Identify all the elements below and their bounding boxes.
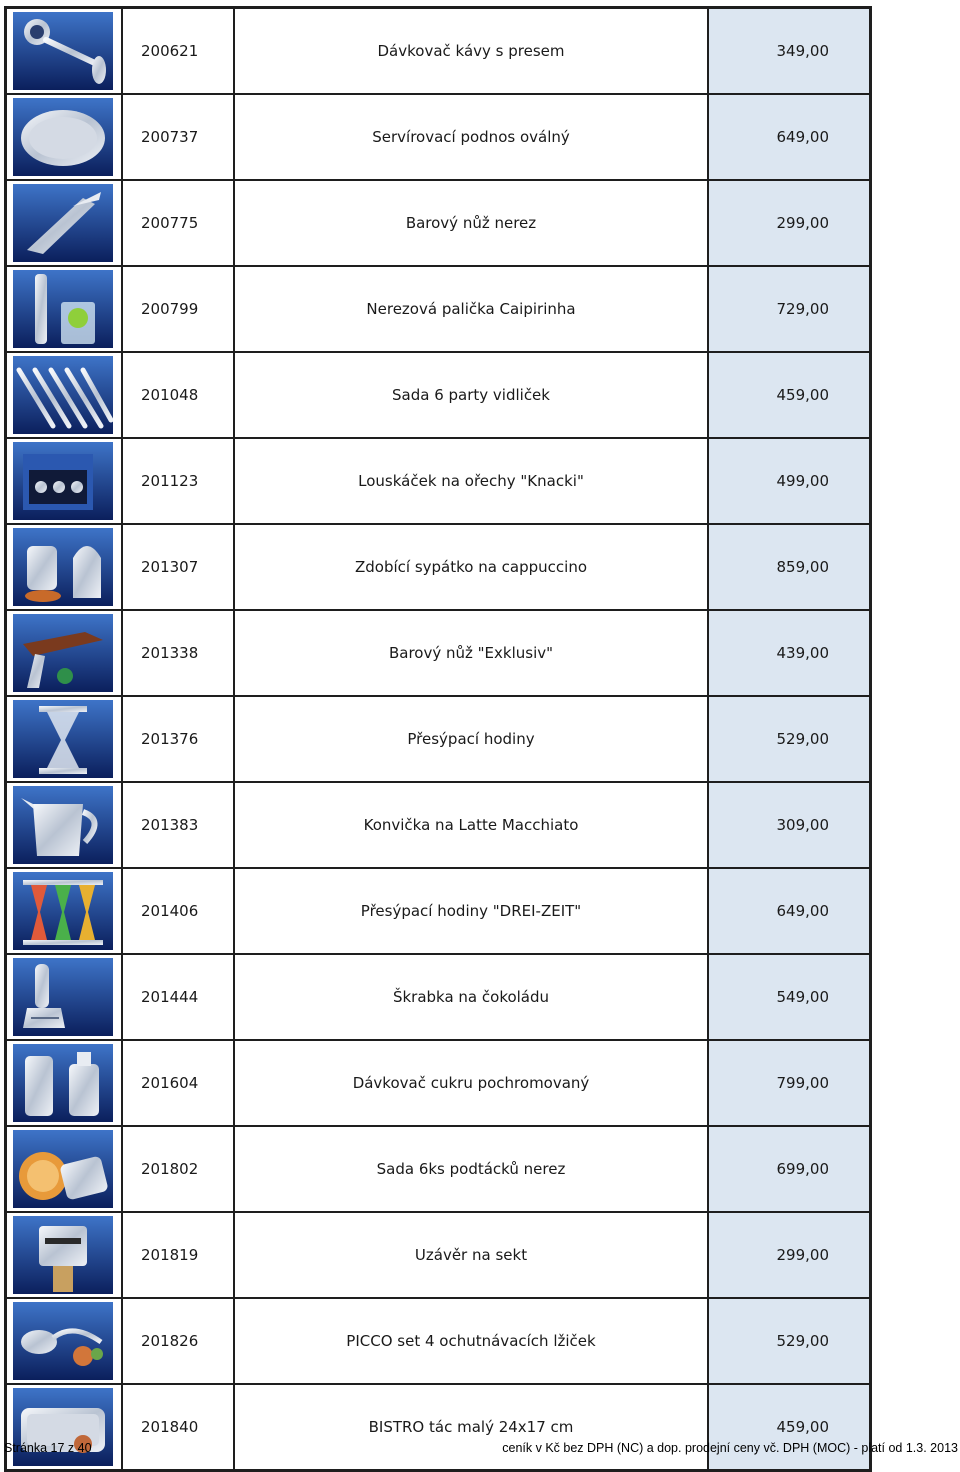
product-code: 200775 (122, 180, 234, 266)
product-name: Zdobící sypátko na cappuccino (234, 524, 708, 610)
product-code: 201406 (122, 868, 234, 954)
price-list-table (4, 6, 872, 1472)
product-name: Uzávěr na sekt (234, 1212, 708, 1298)
product-code: 201802 (122, 1126, 234, 1212)
party-forks-icon (13, 356, 113, 434)
product-code: 201604 (122, 1040, 234, 1126)
product-price: 649,00 (708, 868, 871, 954)
bar-knife-icon (13, 184, 113, 262)
product-code: 201444 (122, 954, 234, 1040)
triple-hourglass-icon (13, 872, 113, 950)
corkscrew-icon (13, 614, 113, 692)
tasting-spoons-icon (13, 1302, 113, 1380)
table-row (6, 1212, 871, 1298)
product-image-cell (6, 954, 123, 1040)
coasters-icon (13, 1130, 113, 1208)
champagne-stopper-icon (13, 1216, 113, 1294)
product-price: 549,00 (708, 954, 871, 1040)
product-image-cell (6, 438, 123, 524)
sugar-dispenser-icon (13, 1044, 113, 1122)
product-price: 859,00 (708, 524, 871, 610)
oval-tray-icon (13, 98, 113, 176)
product-price: 799,00 (708, 1040, 871, 1126)
product-name: Servírovací podnos oválný (234, 94, 708, 180)
table-row (6, 696, 871, 782)
product-code: 201307 (122, 524, 234, 610)
muddler-icon (13, 270, 113, 348)
product-code: 201383 (122, 782, 234, 868)
table-row (6, 1298, 871, 1384)
product-image-cell (6, 94, 123, 180)
product-name: Škrabka na čokoládu (234, 954, 708, 1040)
product-code: 201819 (122, 1212, 234, 1298)
table-row (6, 352, 871, 438)
table-row (6, 266, 871, 352)
product-code: 201376 (122, 696, 234, 782)
price-list-note: ceník v Kč bez DPH (NC) a dop. prodejní ceny vč. DPH (MOC) - platí od 1.3. 2013 (502, 1441, 958, 1455)
product-name: Přesýpací hodiny "DREI-ZEIT" (234, 868, 708, 954)
product-price: 529,00 (708, 1298, 871, 1384)
product-image-cell (6, 1040, 123, 1126)
table-row (6, 94, 871, 180)
product-code: 201048 (122, 352, 234, 438)
table-row (6, 954, 871, 1040)
product-price: 649,00 (708, 94, 871, 180)
product-price: 299,00 (708, 1212, 871, 1298)
table-row (6, 782, 871, 868)
chocolate-grater-icon (13, 958, 113, 1036)
product-code: 201840 (122, 1384, 234, 1471)
product-code: 201826 (122, 1298, 234, 1384)
cappuccino-shaker-icon (13, 528, 113, 606)
table-row (6, 868, 871, 954)
product-image-cell (6, 352, 123, 438)
product-name: Sada 6 party vidliček (234, 352, 708, 438)
product-name: Sada 6ks podtácků nerez (234, 1126, 708, 1212)
product-name: PICCO set 4 ochutnávacích lžiček (234, 1298, 708, 1384)
product-image-cell (6, 1212, 123, 1298)
product-image-cell (6, 696, 123, 782)
table-row (6, 1384, 871, 1471)
table-row (6, 8, 871, 95)
table-row (6, 524, 871, 610)
product-image-cell (6, 180, 123, 266)
product-name: Dávkovač kávy s presem (234, 8, 708, 95)
table-row (6, 1040, 871, 1126)
product-name: Barový nůž "Exklusiv" (234, 610, 708, 696)
product-image-cell (6, 610, 123, 696)
product-name: Nerezová palička Caipirinha (234, 266, 708, 352)
product-image-cell (6, 868, 123, 954)
product-price: 529,00 (708, 696, 871, 782)
milk-jug-icon (13, 786, 113, 864)
product-name: BISTRO tác malý 24x17 cm (234, 1384, 708, 1471)
coffee-scoop-icon (13, 12, 113, 90)
product-code: 200799 (122, 266, 234, 352)
product-image-cell (6, 266, 123, 352)
product-price: 499,00 (708, 438, 871, 524)
product-price: 349,00 (708, 8, 871, 95)
product-name: Louskáček na ořechy "Knacki" (234, 438, 708, 524)
product-image-cell (6, 1384, 123, 1471)
product-price: 459,00 (708, 352, 871, 438)
hourglass-icon (13, 700, 113, 778)
product-code: 201338 (122, 610, 234, 696)
page-number: Stránka 17 z 40 (4, 1441, 92, 1455)
product-price: 439,00 (708, 610, 871, 696)
table-row (6, 180, 871, 266)
table-row (6, 1126, 871, 1212)
product-price: 309,00 (708, 782, 871, 868)
product-image-cell (6, 782, 123, 868)
product-image-cell (6, 524, 123, 610)
product-name: Dávkovač cukru pochromovaný (234, 1040, 708, 1126)
product-price: 699,00 (708, 1126, 871, 1212)
product-price: 459,00 (708, 1384, 871, 1471)
product-image-cell (6, 1126, 123, 1212)
product-name: Přesýpací hodiny (234, 696, 708, 782)
product-image-cell (6, 8, 123, 95)
product-code: 201123 (122, 438, 234, 524)
product-image-cell (6, 1298, 123, 1384)
product-name: Barový nůž nerez (234, 180, 708, 266)
table-row (6, 438, 871, 524)
product-name: Konvička na Latte Macchiato (234, 782, 708, 868)
product-code: 200621 (122, 8, 234, 95)
product-code: 200737 (122, 94, 234, 180)
product-price: 729,00 (708, 266, 871, 352)
nutcracker-icon (13, 442, 113, 520)
table-row (6, 610, 871, 696)
product-price: 299,00 (708, 180, 871, 266)
